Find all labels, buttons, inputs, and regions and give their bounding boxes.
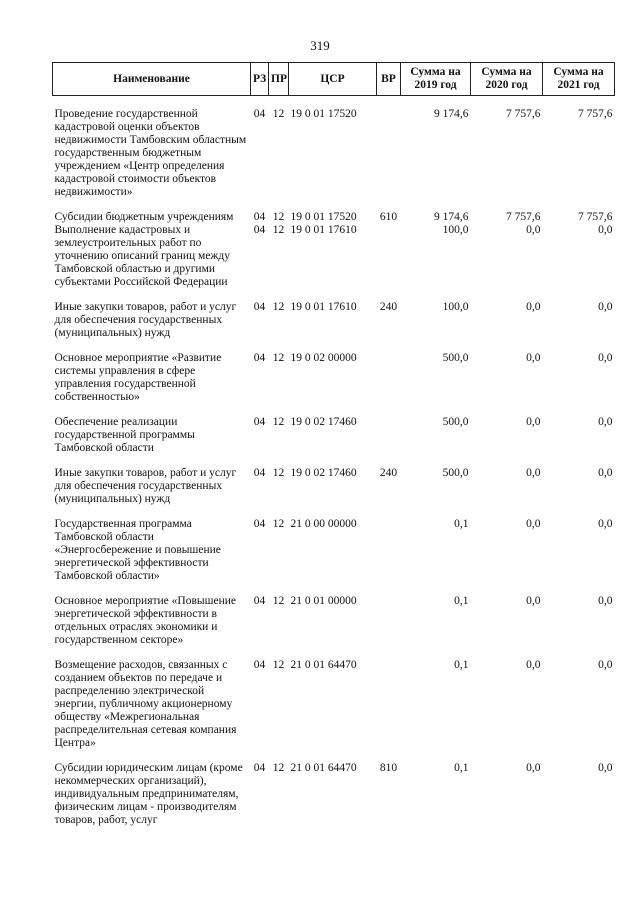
column-header-pr: ПР — [269, 63, 289, 96]
row-pr: 12 — [272, 416, 285, 428]
table-row — [53, 108, 615, 199]
table-row — [53, 211, 615, 224]
row-vr: 240 — [379, 301, 398, 313]
row-vr — [377, 416, 401, 455]
column-header-2019: Сумма на 2019 год — [401, 63, 471, 96]
column-header-vr: ВР — [377, 63, 401, 96]
row-sum-2020: 0,0 — [526, 595, 541, 607]
row-name: Иные закупки товаров, работ и услуг для обеспечения государственных (муниципальных) нужд — [54, 467, 237, 505]
row-pr: 12 — [272, 595, 285, 607]
row-sum-2019: 0,1 — [454, 518, 469, 530]
row-pr: 12 — [272, 659, 285, 671]
row-csr: 19 0 01 17520 — [290, 108, 357, 120]
row-sum-2021: 0,0 — [598, 659, 613, 671]
column-header-csr: ЦСР — [289, 63, 377, 96]
row-rz: 04 — [253, 301, 266, 313]
row-sum-2019: 9 174,6 — [434, 211, 469, 223]
row-sum-2021: 0,0 — [598, 595, 613, 607]
row-name: Основное мероприятие «Повышение энергетической эффективности в отдельных отраслях экономики и государственном секторе» — [54, 595, 236, 646]
table-header-row — [53, 63, 615, 96]
row-sum-2019: 0,1 — [454, 659, 469, 671]
row-sum-2019: 100,0 — [442, 301, 469, 313]
row-sum-2021: 0,0 — [598, 224, 613, 236]
row-name: Возмещение расходов, связанных с созданием объектов по передаче и распределению электрической энергии, публичному акционерному обществу «Межрегиональная распределительная сетевая компания Центра» — [54, 659, 237, 749]
row-pr: 12 — [272, 762, 285, 774]
column-header-rz: РЗ — [251, 63, 269, 96]
row-csr: 19 0 01 17610 — [290, 224, 357, 236]
row-name: Основное мероприятие «Развитие системы управления в сфере управления государственной собственностью» — [54, 352, 222, 403]
table-row — [53, 467, 615, 506]
row-vr — [377, 518, 401, 583]
table-row — [53, 224, 615, 289]
row-sum-2021: 0,0 — [598, 762, 613, 774]
row-sum-2020: 0,0 — [526, 301, 541, 313]
row-rz: 04 — [253, 211, 266, 223]
table-row — [53, 659, 615, 750]
row-sum-2020: 0,0 — [526, 659, 541, 671]
row-sum-2019: 9 174,6 — [434, 108, 469, 120]
row-vr — [377, 595, 401, 647]
row-rz: 04 — [253, 416, 266, 428]
table-row — [53, 595, 615, 647]
row-csr: 19 0 02 17460 — [290, 467, 357, 479]
row-rz: 04 — [253, 762, 266, 774]
row-csr: 21 0 01 00000 — [290, 595, 357, 607]
row-vr — [377, 108, 401, 199]
row-sum-2019: 0,1 — [454, 762, 469, 774]
budget-table — [52, 62, 615, 827]
row-name: Субсидии бюджетным учреждениям — [54, 211, 234, 223]
table-row — [53, 762, 615, 827]
row-sum-2021: 7 757,6 — [578, 211, 613, 223]
row-vr — [377, 224, 401, 289]
page-number: 319 — [310, 38, 330, 53]
row-sum-2020: 0,0 — [526, 416, 541, 428]
column-header-2020: Сумма на 2020 год — [471, 63, 543, 96]
row-sum-2020: 7 757,6 — [506, 211, 541, 223]
row-rz: 04 — [253, 108, 266, 120]
row-pr: 12 — [272, 352, 285, 364]
row-rz: 04 — [253, 352, 266, 364]
row-sum-2020: 0,0 — [526, 467, 541, 479]
row-csr: 21 0 00 00000 — [290, 518, 357, 530]
row-name: Выполнение кадастровых и землеустроительных работ по уточнению описаний границ между Тамбовской областью и другими субъектами Российской Федерации — [54, 224, 230, 288]
row-sum-2020: 7 757,6 — [506, 108, 541, 120]
row-pr: 12 — [272, 211, 285, 223]
row-csr: 19 0 01 17610 — [290, 301, 357, 313]
row-vr — [377, 352, 401, 404]
row-csr: 21 0 01 64470 — [290, 762, 357, 774]
row-pr: 12 — [272, 108, 285, 120]
row-sum-2019: 500,0 — [442, 416, 469, 428]
row-vr: 240 — [379, 467, 398, 479]
row-csr: 21 0 01 64470 — [290, 659, 357, 671]
row-sum-2021: 7 757,6 — [578, 108, 613, 120]
table-row — [53, 518, 615, 583]
row-name: Иные закупки товаров, работ и услуг для обеспечения государственных (муниципальных) нужд — [54, 301, 237, 339]
table-row — [53, 416, 615, 455]
row-name: Проведение государственной кадастровой оценки объектов недвижимости Тамбовским областным государственным бюджетным учреждением «Центр определения кадастровой стоимости объектов недвижимости» — [54, 108, 247, 198]
row-pr: 12 — [272, 301, 285, 313]
row-name: Государственная программа Тамбовской области «Энергосбережение и повышение энергетической эффективности Тамбовской области» — [54, 518, 221, 582]
row-csr: 19 0 01 17520 — [290, 211, 357, 223]
row-csr: 19 0 02 00000 — [290, 352, 357, 364]
row-sum-2019: 0,1 — [454, 595, 469, 607]
row-vr: 610 — [379, 211, 398, 223]
row-sum-2020: 0,0 — [526, 352, 541, 364]
row-rz: 04 — [253, 224, 266, 236]
row-sum-2021: 0,0 — [598, 467, 613, 479]
row-name: Субсидии юридическим лицам (кроме некоммерческих организаций), индивидуальным предпринимателям, физическим лицам - производителям товаров, работ, услуг — [54, 762, 243, 826]
row-vr: 810 — [379, 762, 398, 774]
row-sum-2020: 0,0 — [526, 518, 541, 530]
row-rz: 04 — [253, 467, 266, 479]
row-sum-2019: 100,0 — [442, 224, 469, 236]
table-row — [53, 301, 615, 340]
row-sum-2021: 0,0 — [598, 301, 613, 313]
table-row — [53, 352, 615, 404]
column-header-2021: Сумма на 2021 год — [543, 63, 615, 96]
row-csr: 19 0 02 17460 — [290, 416, 357, 428]
row-sum-2019: 500,0 — [442, 352, 469, 364]
row-rz: 04 — [253, 518, 266, 530]
row-sum-2021: 0,0 — [598, 518, 613, 530]
row-sum-2020: 0,0 — [526, 224, 541, 236]
row-vr — [377, 659, 401, 750]
row-sum-2019: 500,0 — [442, 467, 469, 479]
row-sum-2021: 0,0 — [598, 416, 613, 428]
row-sum-2020: 0,0 — [526, 762, 541, 774]
column-header-name: Наименование — [53, 63, 251, 96]
row-pr: 12 — [272, 224, 285, 236]
row-sum-2021: 0,0 — [598, 352, 613, 364]
row-name: Обеспечение реализации государственной программы Тамбовской области — [54, 416, 195, 454]
row-rz: 04 — [253, 659, 266, 671]
row-pr: 12 — [272, 467, 285, 479]
row-rz: 04 — [253, 595, 266, 607]
row-pr: 12 — [272, 518, 285, 530]
